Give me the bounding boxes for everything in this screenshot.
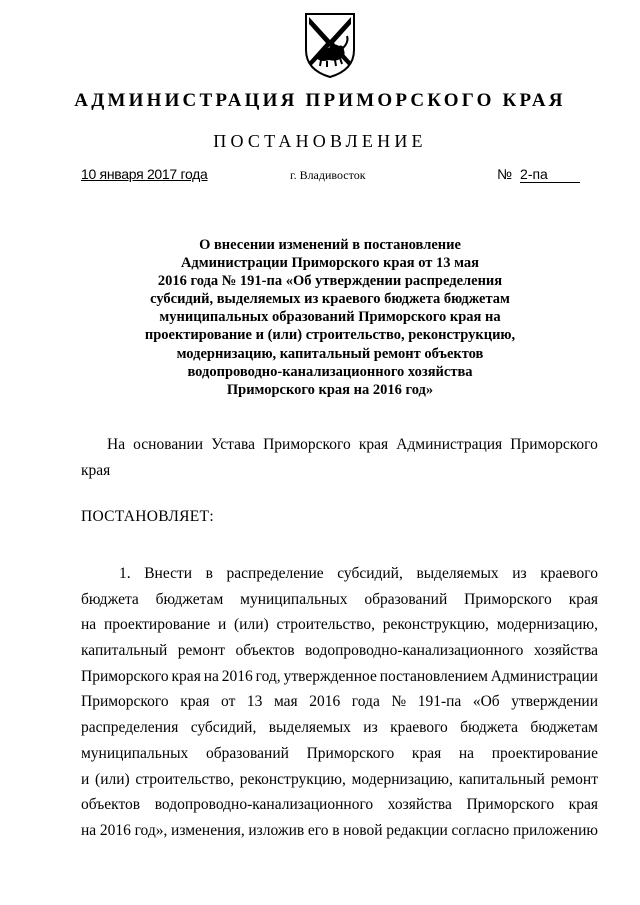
word: края [180,693,210,711]
paragraph-line [81,664,598,690]
word: выделяемых [268,719,351,737]
word: на [203,667,219,685]
word: Приморского [81,667,169,685]
document-type: ПОСТАНОВЛЕНИЕ [213,131,427,151]
word: основании [133,436,204,453]
word: на [81,821,97,839]
word: ремонт [177,642,226,660]
title-line: водопроводно-канализационного хозяйства [187,363,473,380]
document-number [497,166,580,183]
word: капитальный [81,642,168,660]
word: проектирование [491,744,598,762]
word: строительство, [276,616,376,634]
word: Приморского [466,796,555,814]
coat-of-arms-icon [303,10,357,80]
paragraph-line [81,638,598,664]
word: от [221,693,236,711]
word: хозяйства [387,796,452,814]
title-line: Приморского края на 2016 год» [226,381,434,398]
word: согласно [451,821,510,839]
word: Приморского [263,436,351,453]
word: и [217,616,227,634]
document-title [120,236,540,399]
word: На [107,436,126,453]
word: 1. [119,565,131,582]
word: Приморского [81,693,169,711]
paragraph-line [81,741,598,767]
basis-line: края [81,461,111,479]
word: субсидий, [190,719,257,737]
word: новой [343,821,383,839]
word: муниципальных [240,590,348,608]
word: модернизацию, [496,616,598,634]
word: края [171,667,201,685]
basis-line [81,432,598,458]
paragraph-line [81,587,598,613]
word: изложив [248,821,305,839]
word: объектов [81,796,141,814]
word: 191-па [417,693,462,711]
title-line: проектирование и (или) строительство, реконструкцию, [144,327,516,344]
word: в [205,565,213,582]
word: капитальный [458,770,545,788]
word: края [568,590,598,608]
word: края [358,436,389,453]
paragraph-line [81,767,598,793]
word: год», [134,821,168,839]
word: изменения, [171,821,245,839]
title-line: модернизацию, капитальный ремонт объектов [176,345,484,362]
document-city: г. Владивосток [290,168,366,182]
word: из [363,719,378,737]
word: реконструкцию, [382,616,489,634]
word: утвержденное [283,667,377,685]
word: бюджета [81,590,139,608]
word: краевого [540,565,598,582]
word: (или) [95,770,130,788]
word: 2016 [99,821,131,839]
title-line: О внесении изменений в постановление [199,237,461,253]
word: Внести [144,565,193,582]
paragraph-line [81,818,598,844]
word: года [351,693,380,711]
word: края [411,744,442,762]
word: и [81,770,90,788]
title-line: муниципальных образований Приморского края на [159,309,501,326]
word: в [332,821,340,839]
word: реконструкцию, [239,770,346,788]
organization-name: АДМИНИСТРАЦИЯ ПРИМОРСКОГО КРАЯ [74,90,566,111]
word: объектов [235,642,295,660]
word: на [458,744,475,762]
word: Приморского [306,744,395,762]
word: его [307,821,329,839]
word: ремонт [550,770,598,788]
word: краевого [390,719,448,737]
word: постановлением [379,667,488,685]
title-line: субсидий, выделяемых из краевого бюджета бюджетам [150,291,510,308]
paragraph-line [81,612,598,638]
paragraph-line [81,689,598,715]
paragraph-line [81,715,598,741]
title-line: 2016 года № 191-па «Об утверждении распределения [157,273,503,290]
paragraph-1 [81,561,598,844]
word: 2016 [309,693,341,711]
word: на [81,616,97,634]
word: бюджетам [155,590,224,608]
word: Устава [211,436,256,453]
word: края [568,796,598,814]
word: «Об [472,693,500,711]
basis-paragraph [81,432,598,483]
word: выделяемых [416,565,499,582]
word: год, [255,667,281,685]
document-date: 10 января 2017 года [81,166,208,182]
word: мая [273,693,298,711]
word: 2016 [221,667,253,685]
paragraph-line [81,792,598,818]
word: № [391,693,407,711]
word: субсидий, [337,565,403,582]
paragraph-line [81,561,598,587]
word: 13 [246,693,263,711]
word: водопроводно-канализационного [304,642,524,660]
word: водопроводно-канализационного [154,796,374,814]
word: модернизацию, [351,770,453,788]
word: Приморского [510,436,598,453]
word: образований [205,744,289,762]
word: бюджета [460,719,518,737]
word: Администрации [490,667,598,685]
number-sign: № [497,166,513,182]
word: строительство, [135,770,235,788]
word: распределение [226,565,324,582]
word: образований [364,590,448,608]
word: из [512,565,527,582]
word: Администрация [396,436,503,453]
decree-word: ПОСТАНОВЛЯЕТ: [81,508,214,525]
word: (или) [234,616,269,634]
word: приложению [512,821,598,839]
word: утверждении [511,693,598,711]
number-value: 2-па [520,167,580,183]
word: проектирование [103,616,211,634]
word: бюджетам [530,719,598,737]
title-line: Администрации Приморского края от 13 мая [180,255,480,272]
word: муниципальных [81,744,189,762]
word: Приморского [464,590,552,608]
word: распределения [81,719,179,737]
word: редакции [386,821,448,839]
word: хозяйства [533,642,598,660]
